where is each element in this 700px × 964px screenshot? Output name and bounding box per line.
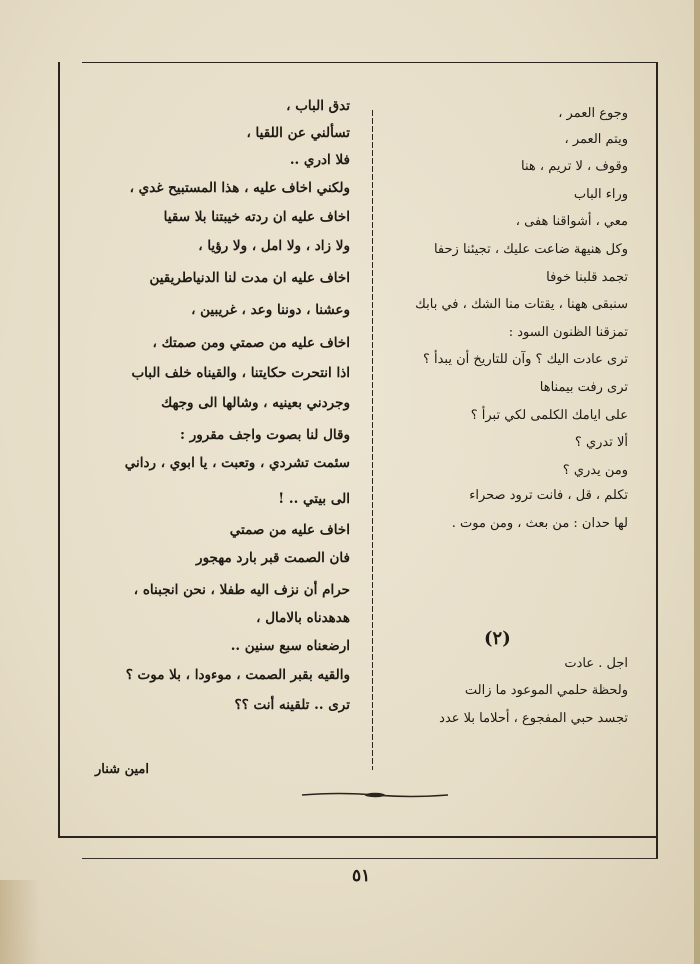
poem-line: تدق الباب ،	[286, 98, 350, 114]
section-line: ولحظة حلمي الموعود ما زالت	[464, 683, 628, 699]
poem-line: حرام أن نزف اليه طفلا ، نحن انجبناه ،	[133, 582, 350, 598]
poem-line: فلا ادري ..	[289, 152, 350, 169]
ornament-divider	[300, 790, 450, 800]
poem-line: معي ، أشواقنا هفى ،	[515, 214, 628, 230]
section-line: اجل . عادت	[564, 655, 628, 671]
poem-line: تمزقنا الظنون السود :	[508, 324, 628, 340]
poem-line: سنبقى ههنا ، يقتات منا الشك ، في بابك	[415, 297, 628, 313]
poem-line: وجردني بعينيه ، وشالها الى وجهك	[161, 394, 350, 411]
poem-line: ولا زاد ، ولا امل ، ولا رؤيا ،	[198, 237, 350, 254]
left-poem-column	[80, 92, 350, 713]
poem-line: تكلم ، قل ، فانت ترود صحراء	[469, 488, 628, 504]
poem-line: وكل هنيهة ضاعت عليك ، تجيئنا زحفا	[433, 241, 628, 257]
author-name: امين شنار	[95, 762, 149, 777]
poem-line: والقيه بقبر الصمت ، موءودا ، بلا موت ؟	[125, 666, 350, 683]
poem-line: ترى عادت اليك ؟ وآن للتاريخ أن يبدأ ؟	[422, 352, 628, 368]
poem-line: ترى رفت بيمناها	[539, 379, 628, 395]
frame-right-rule	[656, 62, 658, 859]
poem-line: وجوع العمر ،	[558, 106, 628, 121]
poem-line: تسألني عن اللقيا ،	[246, 125, 350, 142]
poem-line: هدهدناه بالامال ،	[256, 610, 350, 627]
section-number: (٢)	[484, 628, 511, 649]
paper-stain	[0, 880, 40, 964]
poem-line: اخاف عليه من صمتي	[229, 521, 350, 538]
section-line: تجسد حبي المفجوع ، أحلاما بلا عدد	[439, 710, 628, 726]
poem-line: لها حدان : من بعث ، ومن موت .	[451, 515, 628, 531]
poem-line: ومن يدري ؟	[562, 462, 628, 478]
frame-bottom-rule	[58, 836, 658, 838]
poem-line: تجمد قلبنا خوفا	[546, 269, 628, 285]
frame-left-rule	[58, 62, 60, 837]
poem-line: اخاف عليه ان ردته خيبتنا بلا سقيا	[163, 208, 350, 225]
frame-bottom-outer-rule	[82, 858, 658, 859]
poem-line: سئمت تشردي ، وتعبت ، يا ابوي ، رداني	[124, 455, 350, 472]
poem-line: الى بيتي .. !	[278, 491, 350, 508]
poem-line: وقال لنا بصوت واجف مقرور :	[180, 427, 350, 444]
poem-line: ولكني اخاف عليه ، هذا المستبيح غدي ،	[129, 179, 350, 196]
poem-line: اذا انتحرت حكايتنا ، والقيناه خلف الباب	[131, 364, 350, 381]
poem-line: ترى .. تلقينه أنت ؟؟	[234, 696, 350, 713]
page-edge	[694, 0, 700, 964]
poem-line: ألا تدري ؟	[574, 435, 628, 451]
poem-line: وقوف ، لا تريم ، هنا	[521, 159, 628, 175]
poem-line: وراء الباب	[573, 186, 628, 202]
poem-line: على ايامك الكلمى لكي تبرأ ؟	[470, 407, 628, 423]
poem-line: وعشنا ، دوننا وعد ، غريبين ،	[191, 302, 350, 319]
poem-line: ويتم العمر ،	[564, 131, 628, 147]
poem-line: اخاف عليه من صمتي ومن صمتك ،	[152, 334, 350, 351]
poem-line: فان الصمت قبر بارد مهجور	[196, 549, 350, 566]
poem-line: ارضعناه سبع سنين ..	[230, 638, 350, 655]
poem-line: اخاف عليه ان مدت لنا الدنياطريقين	[149, 270, 350, 287]
page-number: ٥١	[352, 866, 371, 886]
frame-top-rule	[82, 62, 657, 63]
